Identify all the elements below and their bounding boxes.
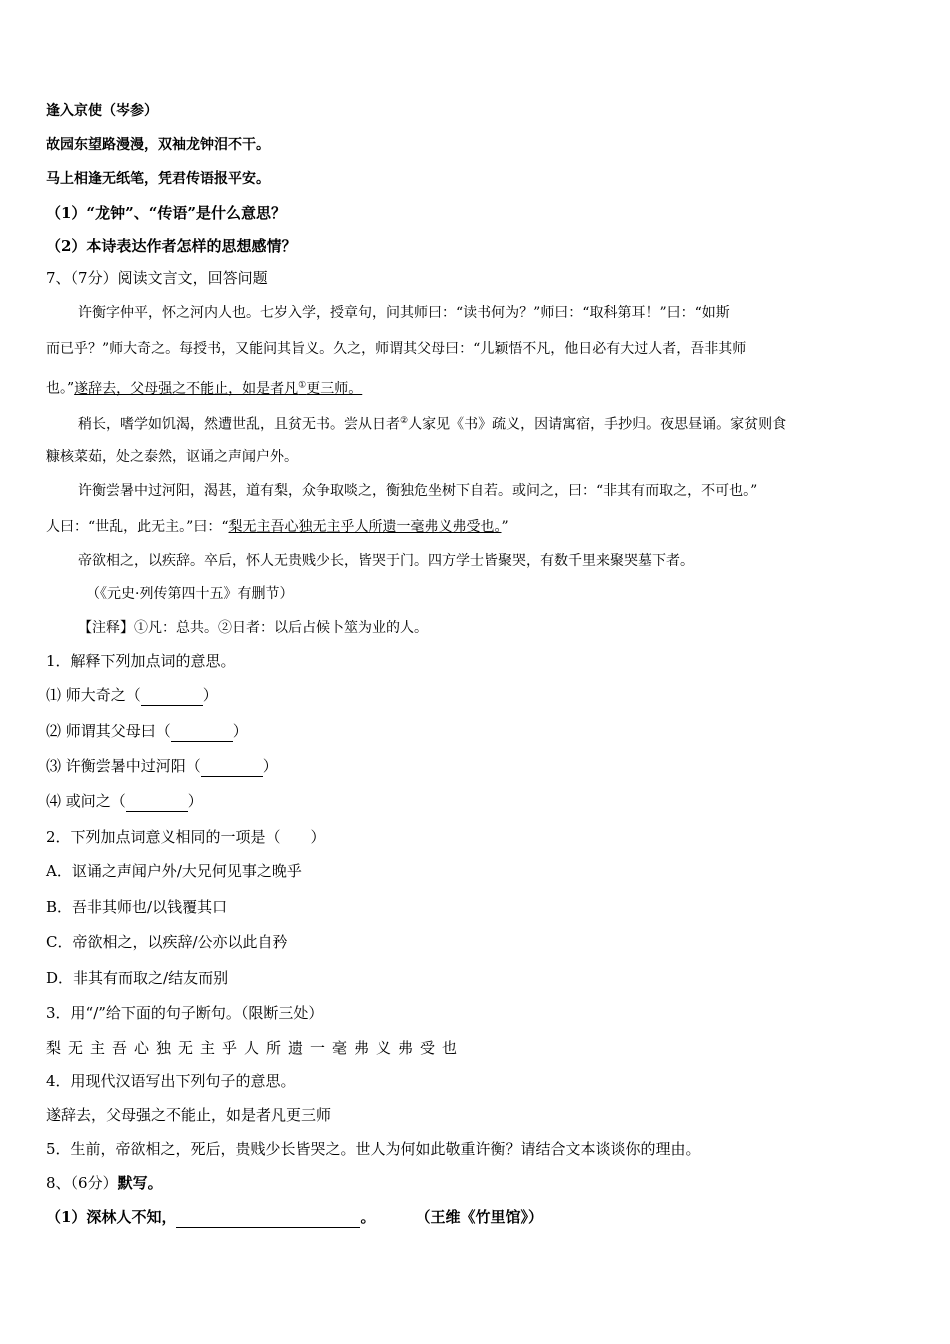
option-d[interactable]: D．非其有而取之/结友而别 (46, 969, 229, 987)
sub-question-1-item-4: ⑷ 或问之（ ） (46, 792, 203, 810)
passage-p1-line1: 许衡字仲平，怀之河内人也。七岁入学，授章句，问其师曰：“读书何为？”师曰：“取科第耳！”曰：“如斯 (78, 305, 730, 321)
option-a[interactable]: A．讴诵之声闻户外/大兄何见事之晚乎 (46, 862, 302, 880)
poem-line-1: 故园东望路漫漫，双袖龙钟泪不干。 (46, 137, 270, 153)
sentence-to-translate: 遂辞去，父母强之不能止，如是者凡更三师 (46, 1106, 332, 1124)
sub-question-1-item-3: ⑶ 许衡尝暑中过河阳（ ） (46, 757, 278, 775)
answer-blank[interactable] (201, 760, 263, 777)
passage-note: 【注释】①凡：总共。②日者：以后占候卜筮为业的人。 (78, 620, 428, 636)
underlined-sentence-1: 遂辞去，父母强之不能止，如是者凡①更三师。 (74, 380, 363, 397)
passage-p1-line3 (46, 374, 362, 400)
poem-title: 逢入京使（岑参） (46, 103, 158, 119)
sub-question-2: 2．下列加点词意义相同的一项是（ ） (46, 828, 326, 846)
answer-blank[interactable] (171, 725, 233, 742)
poem-line-2: 马上相逢无纸笔，凭君传语报平安。 (46, 171, 270, 187)
q8-header: 8、（6分）默写。 (46, 1174, 163, 1192)
sub-question-3: 3．用“/”给下面的句子断句。（限断三处） (46, 1004, 324, 1022)
underlined-sentence-2: 梨无主吾心独无主乎人所遗一毫弗义弗受也。 (228, 519, 502, 535)
poem-question-1: （1）“龙钟”、“传语”是什么意思？ (46, 204, 286, 222)
q7-header: 7、（7分）阅读文言文，回答问题 (46, 269, 268, 287)
sub-question-5: 5．生前，帝欲相之，死后，贵贱少长皆哭之。世人为何如此敬重许衡？请结合文本谈谈你的理由。 (46, 1140, 701, 1158)
sentence-to-punctuate: 梨无主吾心独无主乎人所遗一毫弗义弗受也 (46, 1039, 465, 1057)
sub-question-1: 1．解释下列加点词的意思。 (46, 652, 236, 670)
passage-p2-line1: 稍长，嗜学如饥渴，然遭世乱，且贫无书。尝从日者②人家见《书》疏义，因请寓宿，手抄归。夜思昼诵。家贫则食 (78, 416, 787, 433)
fill-in-blank[interactable] (176, 1211, 360, 1228)
passage-p3-line1: 许衡尝暑中过河阳，渴甚，道有梨，众争取啖之，衡独危坐树下自若。或问之，曰：“非其有而取之，不可也。” (78, 483, 758, 499)
answer-blank[interactable] (141, 689, 203, 706)
sub-question-1-item-1: ⑴ 师大奇之（ ） (46, 686, 218, 704)
passage-p1-line3-start: 也。” (46, 380, 75, 397)
option-c[interactable]: C．帝欲相之，以疾辞/公亦以此自矜 (46, 933, 288, 951)
passage-p1-line2: 而已乎？”师大奇之。每授书，又能问其旨义。久之，师谓其父母曰：“儿颖悟不凡，他日必有大过人者，吾非其师 (46, 341, 747, 357)
sub-question-1-item-2: ⑵ 师谓其父母曰（ ） (46, 722, 248, 740)
passage-p4: 帝欲相之，以疾辞。卒后，怀人无贵贱少长，皆哭于门。四方学士皆聚哭，有数千里来聚哭墓下者。 (78, 553, 694, 569)
option-b[interactable]: B．吾非其师也/以钱覆其口 (46, 898, 228, 916)
answer-blank[interactable] (126, 795, 188, 812)
poem-question-2: （2）本诗表达作者怎样的思想感情？ (46, 237, 297, 255)
sub-question-4: 4．用现代汉语写出下列句子的意思。 (46, 1072, 296, 1090)
passage-p3-line2: 人曰：“世乱，此无主。”曰：“梨无主吾心独无主乎人所遗一毫弗义弗受也。” (46, 519, 509, 535)
passage-p2-line2: 糠核菜茹，处之泰然，讴诵之声闻户外。 (46, 449, 298, 465)
q8-line-1: （1）深林人不知， 。 （王维《竹里馆》） (46, 1208, 543, 1226)
passage-source: （《元史·列传第四十五》有删节） (86, 586, 294, 602)
